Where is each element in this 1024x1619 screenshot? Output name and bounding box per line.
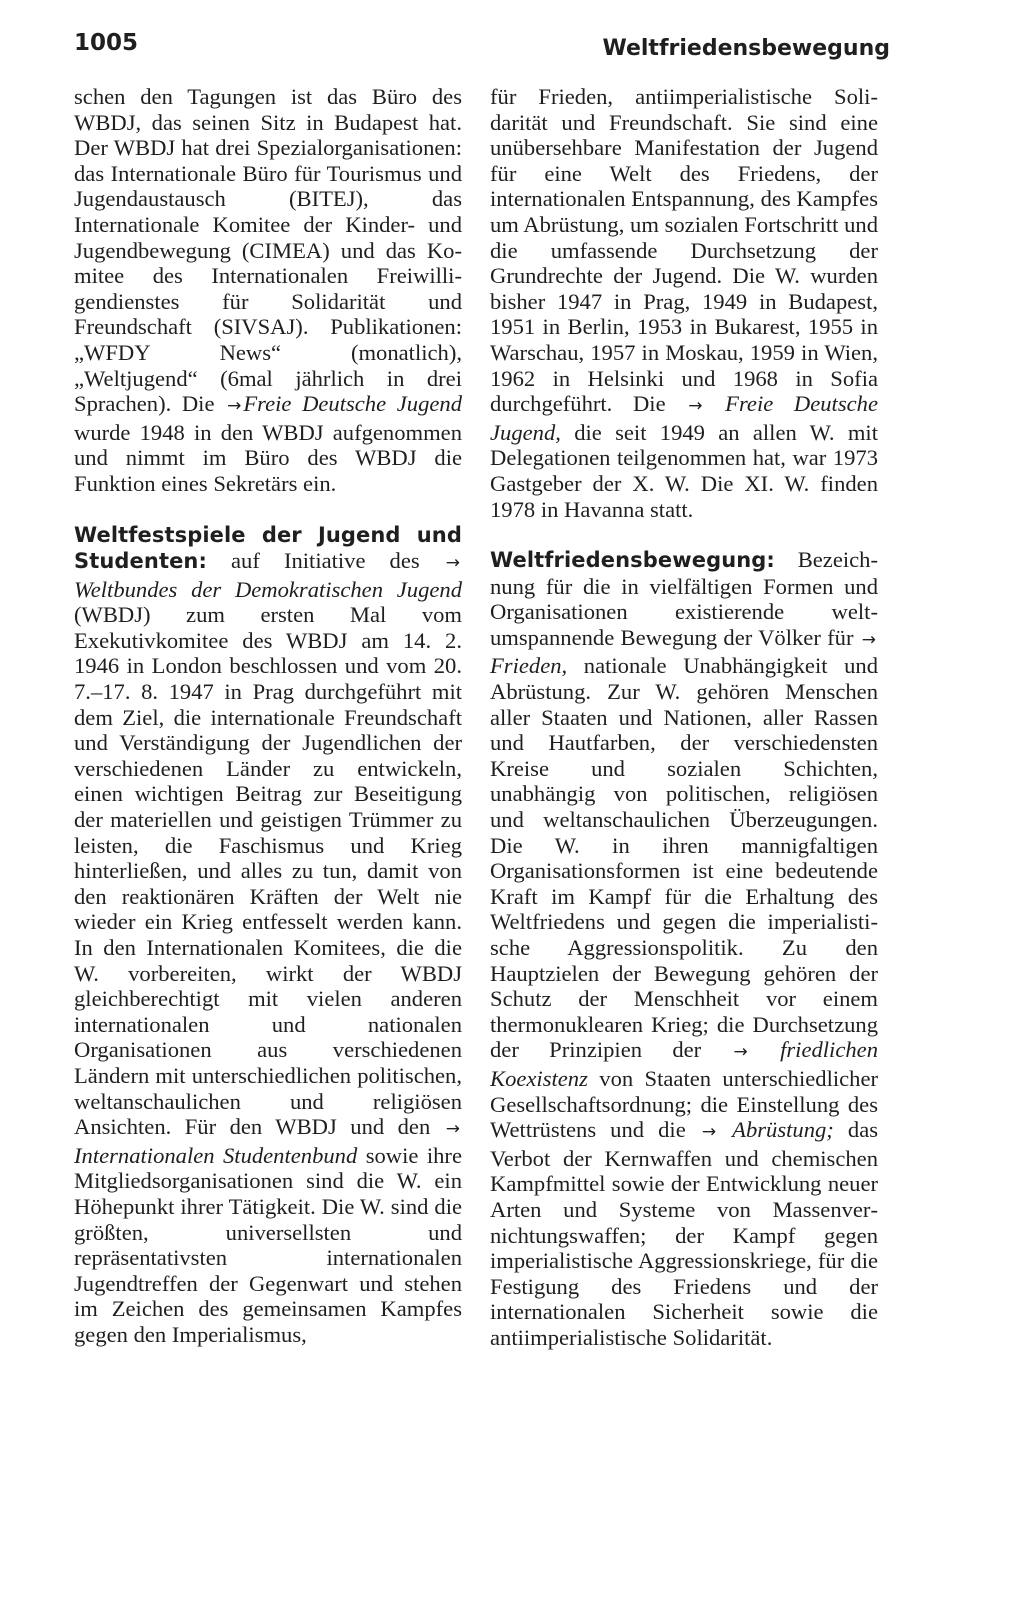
cross-reference-link[interactable]: Freie Deutsche Jugend,	[490, 391, 878, 445]
cross-reference-arrow-icon: →	[701, 1122, 717, 1143]
cross-reference-link[interactable]: Weltbundes der Demokratischen Jugend	[74, 576, 462, 602]
cross-reference-arrow-icon: →	[861, 629, 877, 650]
entry-headword: Weltfriedensbewegung:	[490, 548, 775, 573]
continuation-paragraph	[74, 84, 462, 497]
entry-weltfestspiele	[74, 522, 462, 1348]
body-text: (WBDJ) zum ersten Mal vom Exekutivkomitee des WBDJ am 14. 2. 1946 in London beschlossen und vom 20. 7.–17. 8. 1947 in Prag durchgeführt mit dem Ziel, die internationale Freundschaft und Verständigung der Jugendlichen der verschiedenen Länder zu entwickeln, einen wichtigen Beitrag zur Beseitigung der materiellen und geistigen Trümmer zu leisten, die Faschismus und Krieg hinterließen, und alles zu tun, damit von den reaktionären Kräften der Welt nie wieder ein Krieg entfesselt werden kann. In den Internationalen Komitees, die die W. vorbereiten, wirkt der WBDJ gleichberechtigt mit vielen anderen internationalen und nationalen Organisationen aus verschiedenen Ländern mit unterschiedlichen politischen, weltanschaulichen und religiösen Ansichten. Für den WBDJ und den	[74, 602, 462, 1140]
body-text: nationale Unabhängigkeit und Abrüstung. Zur W. gehören Menschen aller Staaten und Nationen, aller Rassen und Hautfarben, der verschiedensten Kreise und sozialen Schichten, unabhängig von politischen, religiösen und weltanschaulichen Überzeugungen. Die W. in ihren mannigfaltigen Organisationsformen ist eine bedeutende Kraft im Kampf für die Erhaltung des Weltfriedens und gegen die imperialistische Aggressionspolitik. Zu den Hauptzielen der Bewegung gehören der Schutz der Menschheit vor einem thermonuklearen Krieg; die Durchsetzung der Prinzipien der	[490, 653, 878, 1063]
body-text: das Verbot der Kernwaffen und chemischen Kampfmittel sowie der Entwicklung neuer Arten und Systeme von Massenvernichtungswaffen; der Kampf gegen imperialistische Aggressionskriege, für die Festigung des Friedens und der internationalen Sicherheit sowie die antiimperialistische Solidarität.	[490, 1117, 879, 1350]
body-text: für Frieden, antiimperialistische Solidarität und Freundschaft. Sie sind eine unübersehbare Manifestation der Jugend für eine Welt des Friedens, der internationalen Entspannung, des Kampfes um Abrüstung, um sozialen Fortschritt und die umfassende Durchsetzung der Grundrechte der Jugend. Die W. wurden bisher 1947 in Prag, 1949 in Budapest, 1951 in Berlin, 1953 in Bukarest, 1955 in Warschau, 1957 in Moskau, 1959 in Wien, 1962 in Helsinki und 1968 in Sofia durchgeführt. Die	[490, 84, 878, 417]
continuation-paragraph	[490, 84, 878, 522]
body-text: wurde 1948 in den WBDJ aufgenommen und nimmt im Büro des WBDJ die Funktion eines Sekretärs ein.	[74, 419, 462, 496]
cross-reference-link[interactable]: friedlichen Koexistenz	[490, 1037, 878, 1091]
right-column	[490, 84, 878, 1351]
running-title: Weltfriedensbewegung	[602, 36, 890, 61]
cross-reference-link[interactable]: Internationalen Studentenbund	[74, 1142, 358, 1168]
entry-weltfriedensbewegung	[490, 547, 878, 1350]
cross-reference-arrow-icon: →	[733, 1042, 748, 1063]
body-text: die seit 1949 an allen W. mit Delegationen teilgenommen hat, war 1973 Gastgeber der X. W. Die XI. W. finden 1978 in Havanna statt.	[490, 419, 878, 522]
cross-reference-arrow-icon: →	[445, 553, 460, 574]
body-text: von Staaten unterschiedlicher Gesellschaftsordnung; die Einstellung des Wettrüstens und die	[490, 1065, 879, 1143]
left-column	[74, 84, 462, 1348]
cross-reference-link[interactable]: Abrüstung;	[732, 1117, 834, 1143]
cross-reference-arrow-icon: →	[445, 1119, 460, 1140]
page-number: 1005	[74, 30, 139, 56]
cross-reference-arrow-icon: →	[688, 396, 703, 417]
body-text: Bezeichnung für die in vielfältigen Formen und Organisationen existierende weltumspannende Bewegung der Völker für	[490, 547, 878, 650]
cross-reference-arrow-icon: →	[227, 396, 242, 417]
cross-reference-link[interactable]: Frieden,	[490, 653, 568, 679]
body-text: sowie ihre Mitgliedsorganisationen sind die W. ein Höhepunkt ihrer Tätigkeit. Die W. sind die größten, universellsten und repräsentativsten internationalen Jugendtreffen der Gegenwart und stehen im Zeichen des gemeinsamen Kampfes gegen den Imperialismus,	[74, 1142, 462, 1347]
cross-reference-link[interactable]: Freie Deutsche Jugend	[243, 391, 462, 417]
body-text: schen den Tagungen ist das Büro des WBDJ, das seinen Sitz in Budapest hat. Der WBDJ hat drei Spezialorganisationen: das Internationale Büro für Tourismus und Jugendaustausch (BITEJ), das Internationale Komitee der Kinder- und Jugendbewegung (CIMEA) und das Komitee des Internationalen Freiwilligendienstes für Solidarität und Freundschaft (SIVSAJ). Publikationen: „WFDY News“ (monatlich), „Weltjugend“ (6mal jährlich in drei Sprachen). Die	[74, 84, 462, 417]
body-text: auf Initiative des	[231, 548, 420, 574]
entry-headword: Weltfestspiele der Jugend und Studenten:	[74, 522, 462, 574]
